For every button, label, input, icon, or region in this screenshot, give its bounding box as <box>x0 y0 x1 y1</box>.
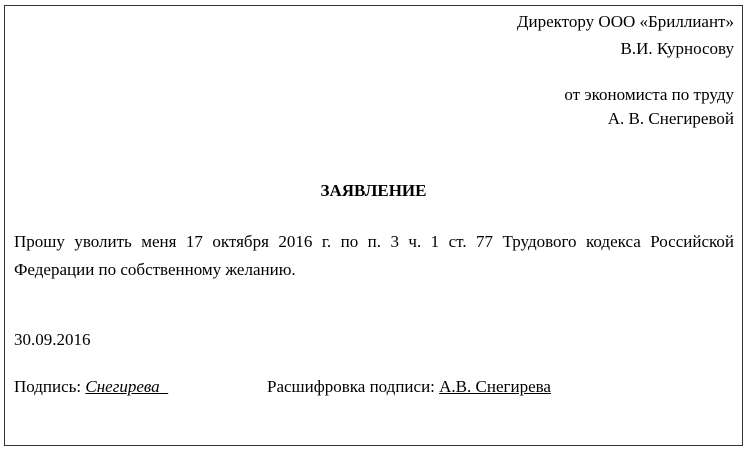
signature-decoding-block <box>267 377 551 397</box>
document-page <box>4 5 743 446</box>
signature-decoding-label: Расшифровка подписи: <box>267 377 435 396</box>
addressee-line-1: Директору ООО «Бриллиант» <box>516 12 734 31</box>
sender-line-1: от экономиста по труду <box>564 85 734 104</box>
sender-line-2: А. В. Снегиревой <box>607 109 734 128</box>
statement-body: Прошу уволить меня 17 октября 2016 г. по п. 3 ч. 1 ст. 77 Трудового кодекса Российской Федерации по собственному желанию. <box>14 232 734 279</box>
signature-value: Снегирева <box>85 377 160 396</box>
signature-decoding-value: А.В. Снегирева <box>439 377 551 396</box>
document-date: 30.09.2016 <box>14 330 91 349</box>
addressee-line-2: В.И. Курносову <box>620 39 734 58</box>
signature-label: Подпись: <box>14 377 82 396</box>
signature-block <box>14 377 168 397</box>
document-title: ЗАЯВЛЕНИЕ <box>320 181 427 200</box>
